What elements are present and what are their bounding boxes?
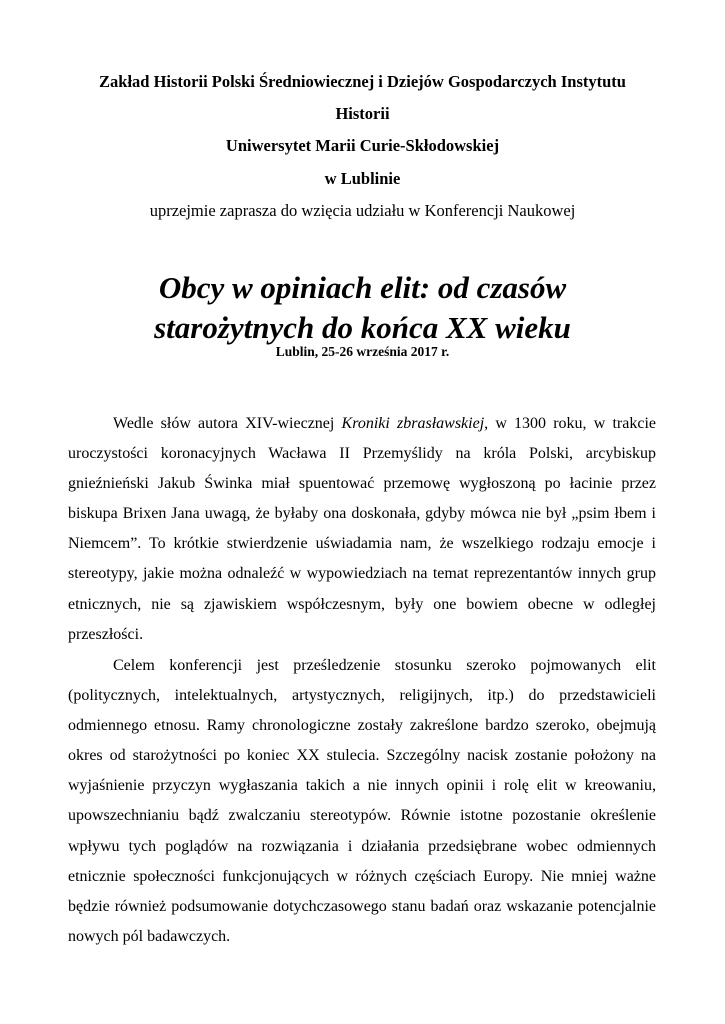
conference-title-line-1: Obcy w opiniach elit: od czasów <box>158 270 567 305</box>
invitation-line: uprzejmie zaprasza do wzięcia udziału w Konferencji Naukowej <box>149 200 576 220</box>
institute-name-continued: Historii <box>335 104 390 124</box>
conference-title <box>40 268 685 348</box>
institute-name: Zakład Historii Polski Średniowiecznej i Dziejów Gospodarczych Instytutu <box>99 72 626 91</box>
chronicle-title: Kroniki zbrasławskiej <box>341 415 485 432</box>
conference-date: Lublin, 25-26 września 2017 r. <box>275 344 450 359</box>
paragraph-aims: Celem konferencji jest prześledzenie stosunku szeroko pojmowanych elit (politycznych, intelektualnych, artystycznych, religijnych, itp.) do przedstawicieli odmiennego etnosu. Ramy chronologiczne zostały zakreślone bardzo szeroko, obejmują okres od starożytności po koniec XX stulecia. Szczególny nacisk zostanie położony na wyjaśnienie przyczyn wygłaszania takich a nie innych opinii i rolę elit w kreowaniu, upowszechnianiu bądź zwalczaniu stereotypów. Równie istotne pozostanie określenie wpływu tych poglądów na rozwiązania i działania przedsiębrane wobec odmiennych etnicznie społeczności funkcjonujących w różnych częściach Europy. Nie mniej ważne będzie również podsumowanie dotychczasowego stanu badań oraz wskazanie potencjalnie nowych pól badawczych. <box>68 657 656 945</box>
paragraph-intro-start: Wedle słów autora XIV-wiecznej <box>113 415 342 432</box>
paragraph-intro-rest: , w 1300 roku, w trakcie uroczystości koronacyjnych Wacława II Przemyślidy na króla Polski, arcybiskup gnieźnieński Jakub Świnka miał spuentować przemowę wygłoszoną po łacinie przez biskupa Brixen Jana uwagą, że byłaby ona doskonała, gdyby mówca nie był „psim łbem i Niemcem”. To krótkie stwierdzenie uświadamia nam, że wszelkiego rodzaju emocje i stereotypy, jakie można odnaleźć w wypowiedziach na temat reprezentantów innych grup etnicznych, nie są zjawiskiem współczesnym, były one bowiem obecne w odległej przeszłości. <box>68 415 656 643</box>
university-name: Uniwersytet Marii Curie-Skłodowskiej <box>225 136 500 156</box>
conference-title-line-2: starożytnych do końca XX wieku <box>154 310 571 345</box>
organizer-header <box>60 66 665 227</box>
university-city: w Lublinie <box>324 168 401 188</box>
paragraph-intro <box>68 409 656 650</box>
